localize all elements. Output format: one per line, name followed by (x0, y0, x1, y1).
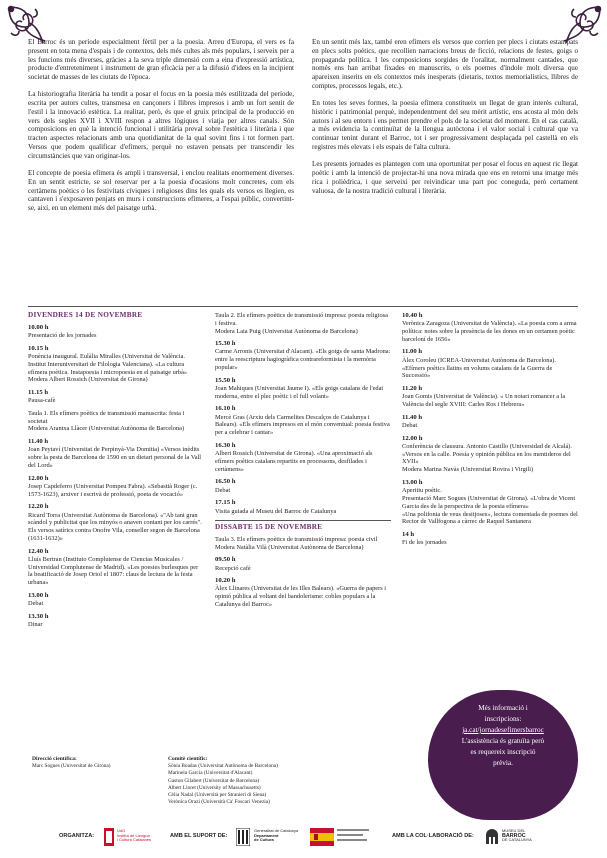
generalitat-logo-text (254, 829, 298, 843)
info-text: es requereix inscripció (470, 748, 536, 756)
slot-description: Joan Gomis (Universitat de València). « Un notari romancer a la València del segle XVIII: Carles Ros i Hebrera» (402, 393, 566, 409)
program-slot (402, 348, 578, 380)
info-circle (428, 690, 578, 820)
udg-logo-text (117, 829, 151, 843)
slot-description: Debat (215, 486, 231, 494)
slot-description: Modera Natàlia Vilà (Universitat Autònoma de Barcelona) (215, 543, 364, 551)
credits-line: Marc Sogues (Universitat de Girona) (32, 763, 111, 770)
slot-time: 11.20 h (402, 384, 423, 392)
slot-description: Taula 1. Els efímers poètics de transmissió manuscrita: festa i societat (28, 409, 185, 425)
program-slot (215, 340, 391, 372)
slot-time: 10.40 h (402, 312, 423, 319)
program-slot (215, 312, 391, 335)
slot-description: Pausa-cafè (28, 397, 56, 405)
info-text: prèvia. (493, 759, 513, 767)
program-slot (28, 324, 204, 340)
slot-time: 13.00 h (28, 591, 49, 599)
program-slot (402, 435, 578, 474)
slot-description: Ponència inaugural. Eulàlia Miralles (Universitat de València. Institut Interuniversitari de Filologia Valenciana). «La cultura efímera poètica. Instapoesia i micropoesia en el paisatge urbà» (28, 352, 188, 376)
slot-description: Debat (402, 421, 418, 429)
slot-time: 12.20 h (28, 503, 49, 511)
intro-paragraph: En totes les seves formes, la poesia efímera constitueix un llegat de gran interès cultural, històric i patrimonial perquè, independentment del seu mèrit artístic, ens acosta al món dels autors i al seu entorn i ens permet prendre el pols de la societat del moment. En el cas català, a més evidencia la continuïtat de la llengua autòctona i el valor social i cultural que va continuar tenint durant el Barroc, tot i ser progressivament desplaçada pel castellà en els registres més elevats i els espais de l'alta cultura. (312, 99, 578, 152)
support-label: AMB EL SUPORT DE: (170, 833, 228, 839)
program-slot (28, 475, 204, 499)
slot-time: 12.00 h (402, 434, 423, 442)
program-slot (402, 414, 578, 430)
intro-paragraph: El Barroc és un període especialment fèrtil per a la poesia. Arreu d'Europa, el vers es fa present en tota mena d'espais i de contextos, dels més cultes als més populars, i serveix per a les funcions més diverses, gràcies a la seva triple dimensió com a eina d'expressió artística, producte d'entreteniment i instrument de gran eficàcia per a la difusió d'idees en la incipient societat de masses de les ciutats de l'època. (28, 38, 294, 82)
credits-line: Marinela Garcia (Universitat d'Alacant) (168, 770, 253, 777)
program-slot (28, 410, 204, 433)
slot-description: Mercè Gras (Arxiu dels Carmelites Descalços de Catalunya i Balears). «Els efímers impresos en el món conventual: poesia festiva per a celebrar i cantar» (215, 413, 390, 437)
slot-time: 12.00 h (28, 474, 49, 482)
slot-description: Modera Marina Navàs (Universitat Rovira i Virgili) (402, 466, 534, 474)
slot-description: Presentació Marc Sogues (Universitat de Girona). «L'obra de Vicent Garcia des de la perspectiva de la poesia efímera» (402, 494, 576, 510)
slot-description: Josep Capdeferro (Universitat Pompeu Fabra). «Sebastià Roger (c. 1573-1623), arxiver i escrivà de professió, poeta de vocació» (28, 482, 198, 498)
program-column-1 (28, 312, 204, 758)
slot-description: Modera Laia Puig (Universitat Autònoma de Barcelona) (215, 327, 358, 335)
udg-emblem-icon (104, 828, 114, 846)
slot-description: Lluís Bertran (Instituto Complutense de Ciencias Musicales / Universidad Complutense de Madrid). «Les poesies burlesques per la beatificació de Josep Oriol el 1807: claus de lectura de la festa urbana» (28, 555, 199, 587)
intro-paragraph: En un sentit més lax, també eren efímers els versos que corrien per plecs i ciutats estampats en plecs solts poètics, que recollien narracions breus de ficció, relacions de festes, goigs o propaganda política. I les composicions sorgides de l'oralitat, normalment cantades, que només ens han arribat fixades en manuscrits, o els poemes d'índole molt diversa que apareixen inserits en els contextos més inesperats (dietaris, textos memorialístics, llibres de comptes, processos legals, etc.). (312, 38, 578, 90)
program-slot (402, 531, 578, 547)
slot-description: Fi de les jornades (402, 539, 447, 547)
registration-link[interactable]: ja.cat/jornadesefimersbarroc (462, 726, 544, 734)
program-slot (402, 312, 578, 344)
scientific-committee (168, 756, 428, 806)
museu-barroc-logo (485, 826, 545, 848)
slot-description: Carme Arronis (Universitat d'Alacant). «Els goigs de santa Madrona: entre la reescriptura hagiogràfica contrareformista i la memòria popular» (215, 348, 391, 372)
slot-time: 16.50 h (215, 478, 236, 486)
slot-description: Àlex Coroleu (ICREA-Universitat Autònoma de Barcelona). «Efímers poètics llatins en volums catalans de la Guerra de Successió» (402, 356, 556, 380)
generalitat-logo (236, 826, 300, 848)
slot-description: Verònica Zaragoza (Universitat de València). «La poesia com a arma política: notes sobre la presència de les dones en un certamen poètic barceloní de 1656» (402, 320, 577, 343)
program-slot (28, 503, 204, 542)
slot-time: 10.00 h (28, 323, 49, 331)
program-slot (215, 556, 391, 572)
slot-description: Modera Albert Rossich (Universitat de Girona) (28, 376, 148, 384)
logo-text-line: Generalitat de Catalunya (254, 828, 299, 833)
program-slot (28, 345, 204, 384)
slot-time: 13.00 h (402, 478, 423, 486)
slot-time: 10.20 h (215, 577, 236, 585)
museum-logo-text (502, 829, 532, 843)
section-divider (28, 306, 578, 307)
day-heading-saturday: DISSABTE 15 DE NOVEMBRE (215, 523, 323, 532)
slot-time: 11.15 h (28, 388, 49, 396)
slot-description: Albert Rossich (Universitat de Girona). «Una aproximació als efímers poètics catalans repartits en processons, desfilades i certàmens» (215, 450, 373, 473)
program-slot (402, 479, 578, 526)
program-slot (28, 613, 204, 629)
slot-time: 11.40 h (28, 438, 49, 446)
slot-description: Conferència de clausura. Antonio Castillo (Universidad de Alcalá). «Versos en la calle. Poesía y opinión pública en los mentideros del XVII» (402, 442, 572, 466)
slot-description: Joan Peytaví (Universitat de Perpinyà-Via Domitia) «Versos inèdits sobre la pesta de Barcelona de 1590 en un dietari personal de la Vall del Lord» (28, 446, 202, 469)
program-slot (215, 577, 391, 609)
info-text: L'assistència és gratuïta però (461, 737, 545, 745)
credits-line: Gaston Gilabert (Universitat de Barcelona) (168, 777, 260, 784)
info-text: Més informació i (478, 704, 528, 712)
slot-description: Joan Mahiques (Universitat Jaume I). «Els goigs catalans de l'edat moderna, entre el plec poètic i el full volant» (215, 384, 384, 400)
credits-line: Cèlia Nadal (Università per Stranieri di Siena) (168, 792, 267, 799)
day-heading-friday: DIVENDRES 14 DE NOVEMBRE (28, 311, 143, 319)
logo-text-line: MUSEU DEL (502, 828, 526, 833)
program-slot (215, 405, 391, 437)
slot-time: 13.30 h (28, 612, 49, 620)
slot-description: Recepció cafè (215, 564, 251, 572)
slot-description: Aperitiu poètic. (402, 487, 442, 495)
intro-right-column (312, 38, 578, 270)
scientific-direction (32, 756, 182, 770)
program-slot (215, 377, 391, 401)
slot-time: 16.10 h (215, 405, 236, 413)
logo-text-line: UdG (117, 828, 126, 833)
logo-text-line: Departament (254, 832, 279, 838)
slot-time: 11.40 h (402, 413, 423, 421)
slot-description: Taula 3. Els efímers poètics de transmissió impresa: poesia civil (215, 535, 378, 543)
credits-line: Sònia Boadas (Universitat Autònoma de Barcelona) (168, 763, 278, 770)
credits-line: Albert Lloret (University of Massachusetts) (168, 784, 261, 791)
intro-left-column (28, 38, 294, 270)
udg-logo (104, 826, 156, 848)
slot-description: Debat (28, 600, 44, 608)
slot-time: 14 h (402, 530, 415, 538)
organizer-label: ORGANITZA: (59, 833, 95, 839)
program-column-2 (215, 312, 391, 758)
program-slot (215, 536, 391, 552)
footer-logos (0, 823, 607, 853)
program-slot (215, 442, 391, 474)
slot-description: Taula 2. Els efímers poètics de transmissió impresa: poesia religiosa i festiva. (215, 312, 388, 327)
collaboration-label: AMB LA COL·LABORACIÓ DE: (392, 833, 474, 839)
program-slot (215, 499, 391, 515)
slot-description: Presentació de les jornades (28, 332, 97, 340)
slot-time: 15.30 h (215, 340, 236, 348)
slot-description: Modera Arantxa Llàcer (Universitat Autònoma de Barcelona) (28, 425, 185, 433)
logo-text-line: de Cultura (254, 837, 274, 843)
program-slot (402, 385, 578, 409)
logo-text-line: i Cultura Catalanes (117, 837, 152, 843)
slot-time: 11.00 h (402, 348, 423, 356)
slot-time: 09.50 h (215, 556, 236, 564)
slot-time: 12.40 h (28, 547, 49, 555)
info-text: inscripcions: (484, 715, 522, 723)
slot-description: Ricard Torra (Universitat Autònoma de Barcelona). «"Ab tant gran scàndol y publicitat que los minyós o anaven contant per los carrés". Els versos satírics contra Onofre Vila, conseller segon de Barcelona (1631-1632)» (28, 511, 202, 542)
slot-time: 17.15 h (215, 499, 236, 507)
intro-paragraph: El concepte de poesia efímera és ampli i transversal, i enclou realitats enormement diverses. En un sentit estricte, se sol reservar per a la poesia d'ocasions molt concretes, com els certàmens poètics o les festivitats cíviques i religioses dins les quals els versos es llegien, es cantaven i s'exposaven penjats en murs i construccions efímeres, a l'espai públic, convertint-se, així, en un element més del paisatge urbà. (28, 168, 294, 213)
day-divider (215, 520, 391, 521)
logo-text-line: Institut de Llengua (117, 832, 150, 838)
slot-description: Visita guiada al Museu del Barroc de Catalunya (215, 507, 337, 515)
program-slot (28, 438, 204, 470)
logo-text-line: BARROC (502, 832, 526, 839)
generalitat-emblem-icon (236, 828, 250, 846)
credits-line: Verònica Orazi (Università Ca' Foscari Venezia) (168, 799, 270, 806)
intro-paragraph: Les presents jornades es plantegen com una oportunitat per posar el focus en aquest ric llegat poètic i amb la intenció de projectar-hi una nova mirada que ens en retorni una imatge més rica i polièdrica, i que serveixi per reivindicar una part poc coneguda, però certament valuosa, de la nostra tradició cultural i literària. (312, 160, 578, 195)
slot-time: 16.30 h (215, 441, 236, 449)
intro-text (28, 38, 578, 270)
slot-description: Dinar (28, 620, 43, 628)
slot-description: Àlex Llinares (Universitat de les Illes Balears). «Guerra de papers i opinió pública al voltant del bandolerisme: cobles populars a la Catalunya del Barroc» (215, 585, 387, 609)
slot-time: 10.15 h (28, 344, 49, 352)
slot-description: «Una polifonia de veus desitjoses», lectura comentada de poemes del Rector de Vallfogona a càrrec de Raquel Santanera (402, 510, 578, 526)
slot-time: 15.50 h (215, 376, 236, 384)
program-slot (28, 548, 204, 587)
program-slot (215, 478, 391, 494)
program-slot (28, 389, 204, 405)
intro-paragraph: La historiografia literària ha tendit a posar el focus en la poesia més estilitzada del període, escrita per autors cultes, transmesa en cançoners i llibres impresos i amb un fort sentit de l'estil i la innovació estètica. La realitat, però, és que el gruix principal de la producció en vers dels segles XVII i XVIII respon a altres lògiques i viatja per altres canals. Són composicions en què la intenció funcional i utilitària preval sobre l'estètica i literària i que tracten aspectes relacionats amb una quotidianitat de la qual sovint fins i tot formen part. Versos que podem qualificar d'efímers, perquè no estaven pensats per transcendir les circumstàncies que van originar-los. (28, 90, 294, 160)
museum-emblem-icon (485, 829, 499, 845)
credits-title: Direcció científica: (32, 756, 77, 762)
logo-text-line: DE CATALUNYA (502, 837, 532, 843)
spanish-ministry-logo-icon (310, 826, 374, 848)
credits-title: Comitè científic: (168, 756, 208, 762)
program-slot (28, 592, 204, 608)
